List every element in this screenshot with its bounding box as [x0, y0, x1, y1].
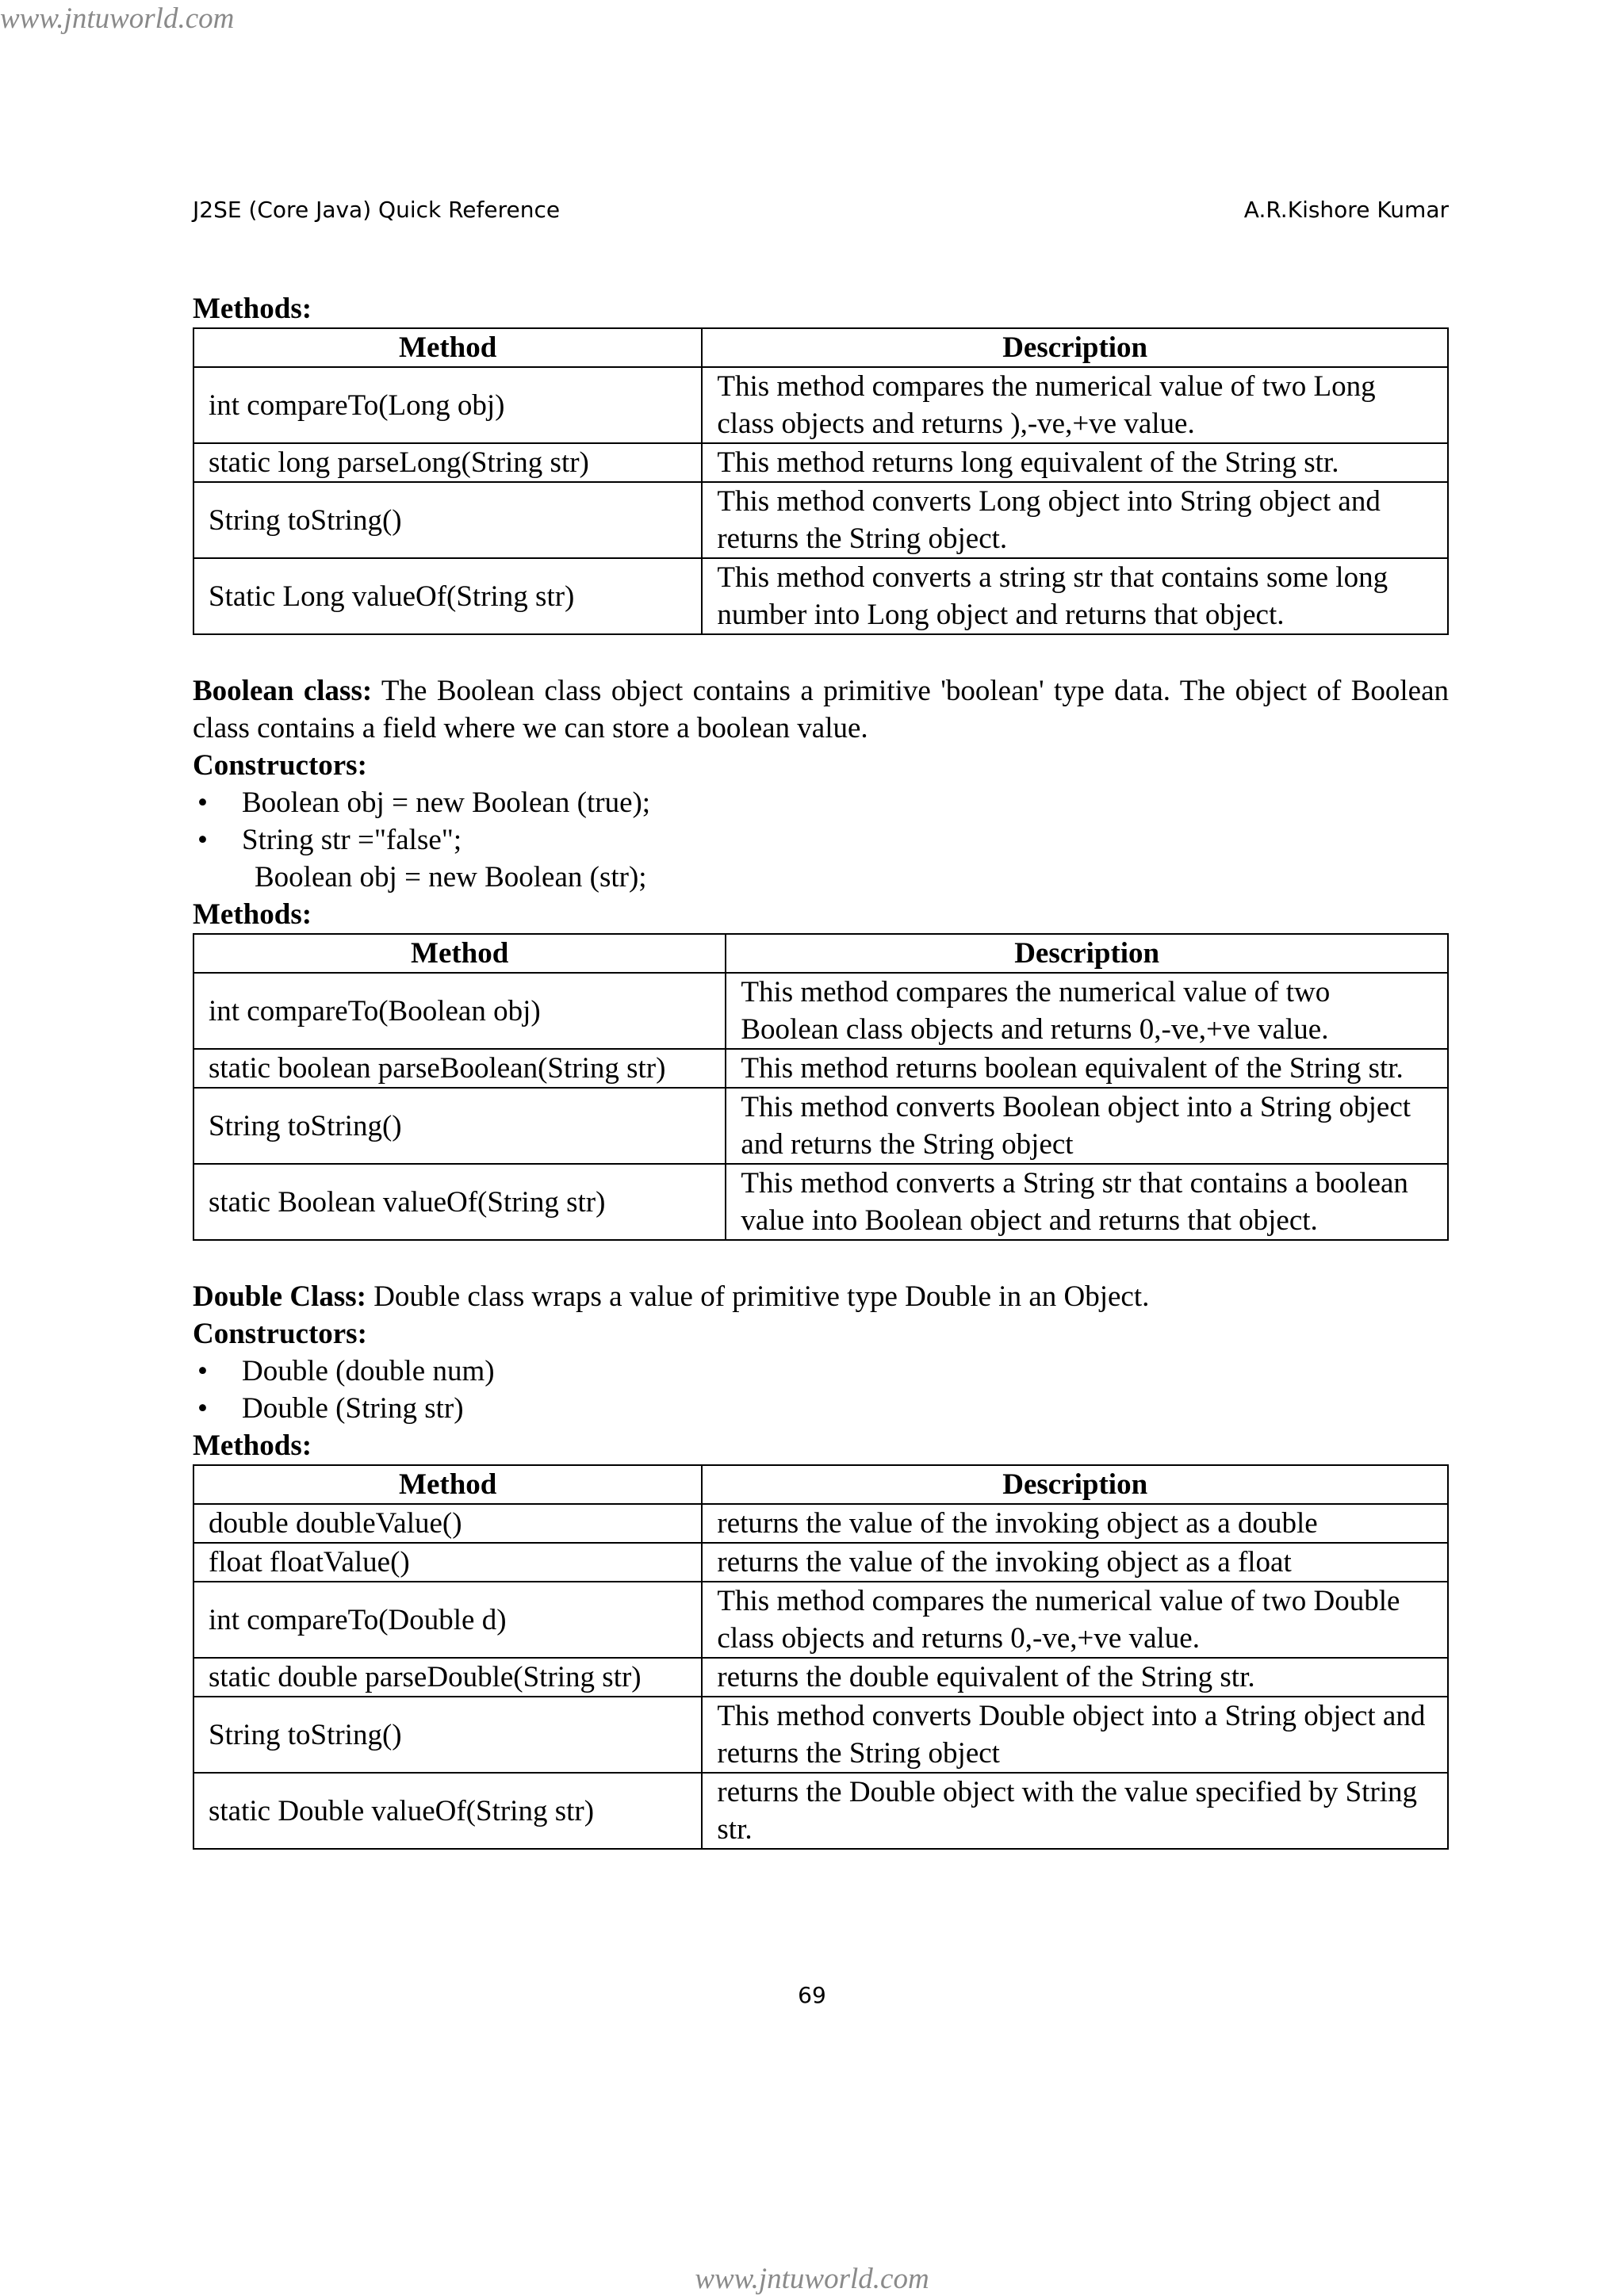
- column-header-description: Description: [726, 934, 1448, 973]
- boolean-methods-table: [193, 933, 1449, 1241]
- list-item: • String str ="false";: [193, 821, 1449, 859]
- method-cell: static double parseDouble(String str): [193, 1658, 702, 1697]
- description-cell: This method converts Double object into a String object and returns the String object: [702, 1697, 1448, 1773]
- double-constructors-heading: Constructors:: [193, 1318, 367, 1350]
- description-cell: This method compares the numerical value of two Double class objects and returns 0,-ve,+ve value.: [702, 1582, 1448, 1658]
- column-header-description: Description: [702, 328, 1448, 367]
- table-row: [193, 1088, 1448, 1164]
- table-row: [193, 1658, 1448, 1697]
- table-row: [193, 1773, 1448, 1849]
- page-content: [193, 290, 1449, 1850]
- boolean-methods-heading: Methods:: [193, 898, 312, 931]
- boolean-constructors-heading: Constructors:: [193, 749, 367, 782]
- method-cell: String toString(): [193, 1088, 726, 1164]
- boolean-class-title: Boolean class:: [193, 675, 373, 707]
- method-cell: float floatValue(): [193, 1543, 702, 1582]
- table-header-row: [193, 328, 1448, 367]
- table-row: [193, 1504, 1448, 1543]
- table-row: [193, 1697, 1448, 1773]
- description-cell: This method converts Long object into String object and returns the String object.: [702, 482, 1448, 558]
- page-number: 69: [798, 1982, 826, 2008]
- method-cell: int compareTo(Double d): [193, 1582, 702, 1658]
- boolean-class-intro: [193, 672, 1449, 747]
- column-header-method: Method: [193, 934, 726, 973]
- list-item: • Double (double num): [193, 1353, 1449, 1390]
- description-cell: returns the double equivalent of the String str.: [702, 1658, 1448, 1697]
- table-row: [193, 1164, 1448, 1240]
- boolean-constructor-continuation: Boolean obj = new Boolean (str);: [255, 861, 647, 894]
- description-cell: This method converts Boolean object into a String object and returns the String object: [726, 1088, 1448, 1164]
- double-class-title: Double Class:: [193, 1280, 366, 1313]
- double-class-description: Double class wraps a value of primitive type Double in an Object.: [373, 1280, 1150, 1313]
- table-row: [193, 1582, 1448, 1658]
- method-cell: Static Long valueOf(String str): [193, 558, 702, 634]
- method-cell: static boolean parseBoolean(String str): [193, 1049, 726, 1088]
- table-row: [193, 367, 1448, 443]
- double-methods-table: [193, 1464, 1449, 1850]
- column-header-description: Description: [702, 1465, 1448, 1504]
- double-constructors-list: [193, 1353, 1449, 1427]
- double-class-intro: [193, 1278, 1449, 1315]
- table-header-row: [193, 934, 1448, 973]
- watermark-bottom: www.jntuworld.com: [695, 2263, 929, 2295]
- list-item: • Boolean obj = new Boolean (true);: [193, 784, 1449, 821]
- method-cell: static long parseLong(String str): [193, 443, 702, 482]
- method-cell: int compareTo(Long obj): [193, 367, 702, 443]
- list-item: • Double (String str): [193, 1390, 1449, 1427]
- long-methods-heading: Methods:: [193, 293, 312, 325]
- table-row: [193, 973, 1448, 1049]
- boolean-class-description: The Boolean class object contains a primitive 'boolean' type data. The object of Boolean class contains a field where we can store a boolean value.: [193, 675, 1449, 744]
- table-row: [193, 1049, 1448, 1088]
- boolean-constructors-list: [193, 784, 1449, 859]
- description-cell: This method compares the numerical value of two Boolean class objects and returns 0,-ve,+ve value.: [726, 973, 1448, 1049]
- description-cell: returns the value of the invoking object as a float: [702, 1543, 1448, 1582]
- double-methods-heading: Methods:: [193, 1429, 312, 1462]
- table-row: [193, 558, 1448, 634]
- method-cell: static Boolean valueOf(String str): [193, 1164, 726, 1240]
- method-cell: String toString(): [193, 1697, 702, 1773]
- description-cell: This method converts a string str that contains some long number into Long object and returns that object.: [702, 558, 1448, 634]
- running-header: [193, 197, 1449, 223]
- description-cell: This method returns boolean equivalent of the String str.: [726, 1049, 1448, 1088]
- long-methods-table: [193, 327, 1449, 635]
- method-cell: String toString(): [193, 482, 702, 558]
- watermark-top: www.jntuworld.com: [0, 2, 235, 35]
- column-header-method: Method: [193, 1465, 702, 1504]
- column-header-method: Method: [193, 328, 702, 367]
- description-cell: returns the Double object with the value specified by String str.: [702, 1773, 1448, 1849]
- description-cell: This method returns long equivalent of the String str.: [702, 443, 1448, 482]
- method-cell: static Double valueOf(String str): [193, 1773, 702, 1849]
- description-cell: This method compares the numerical value of two Long class objects and returns ),-ve,+ve value.: [702, 367, 1448, 443]
- table-header-row: [193, 1465, 1448, 1504]
- description-cell: This method converts a String str that contains a boolean value into Boolean object and returns that object.: [726, 1164, 1448, 1240]
- description-cell: returns the value of the invoking object as a double: [702, 1504, 1448, 1543]
- table-row: [193, 482, 1448, 558]
- method-cell: double doubleValue(): [193, 1504, 702, 1543]
- header-author: A.R.Kishore Kumar: [1243, 197, 1449, 223]
- header-title: J2SE (Core Java) Quick Reference: [193, 197, 561, 223]
- method-cell: int compareTo(Boolean obj): [193, 973, 726, 1049]
- table-row: [193, 1543, 1448, 1582]
- table-row: [193, 443, 1448, 482]
